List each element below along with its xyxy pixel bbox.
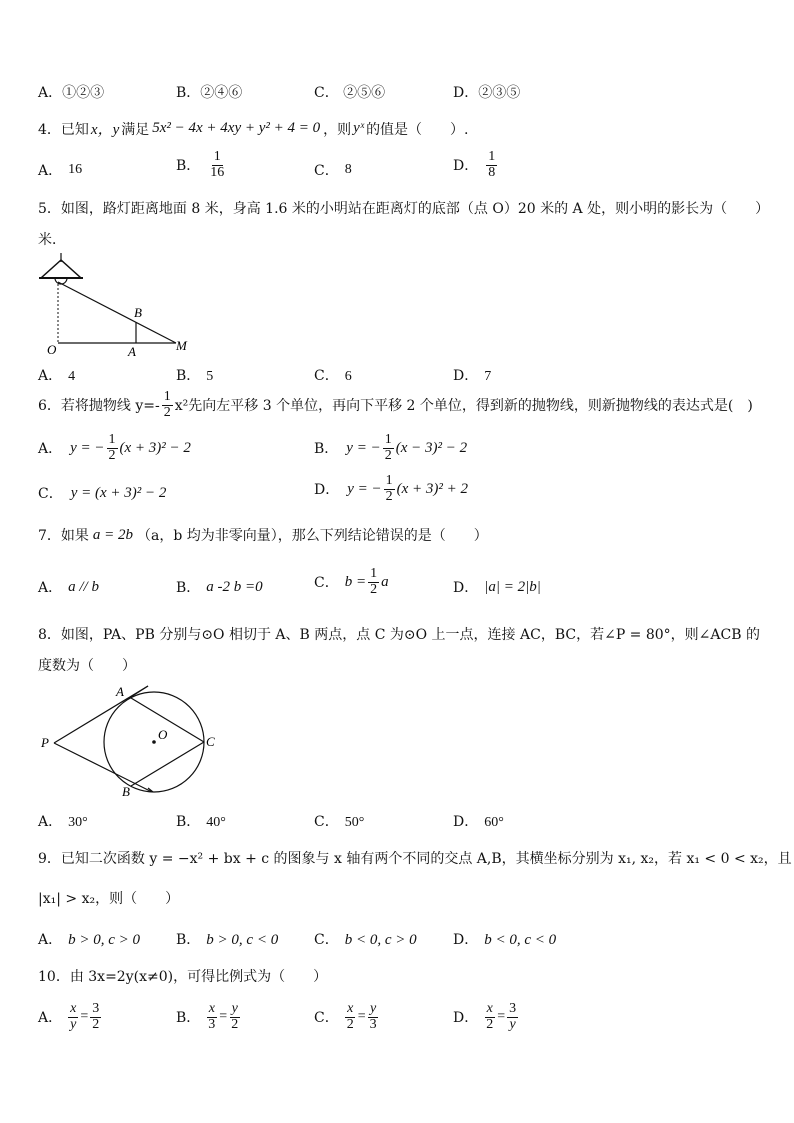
q3-option-a: A．①②③ — [38, 85, 105, 101]
q9-stem-line2: |x₁| > x₂，则（ ） — [38, 891, 180, 907]
q3-option-d: D．②③⑤ — [453, 85, 521, 101]
q9-stem-line1: 9．已知二次函数 y = −x² + bx + c 的图象与 x 轴有两个不同的交点 A,B，其横坐标分别为 x₁, x₂，若 x₁ < 0 < x₂，且 — [38, 851, 792, 867]
q10-option-c: C． $\frac{x}{2}$ = $\frac{y}{3}$ — [314, 1001, 377, 1032]
q7-option-c: C． b = $\frac{1}{2}$ a — [314, 566, 389, 597]
q8-stem-line2: 度数为（ ） — [38, 658, 136, 674]
q10-stem: 10．由 3x=2y(x≠0)，可得比例式为（ ） — [38, 969, 328, 985]
label-M: M — [176, 338, 187, 353]
lamp-shade — [41, 260, 81, 278]
q7-option-b: B． a -2 b =0 — [176, 578, 263, 596]
q8-option-a: A． 30° — [38, 814, 88, 830]
q5-option-d: D． 7 — [453, 368, 492, 384]
q8-circle-figure — [36, 680, 226, 805]
label-O: O — [158, 727, 168, 742]
q3-option-b: B．②④⑥ — [176, 85, 243, 101]
q4-stem: 4． 已知 x，y 满足 5x² − 4x + 4xy + y² + 4 = 0 ，则 yˣ 的值是（ ）. — [38, 120, 469, 138]
label-B: B — [122, 784, 130, 799]
q5-streetlight-figure — [36, 250, 206, 360]
q3-option-c: C． ②⑤⑥ — [314, 85, 386, 101]
q5-option-c: C． 6 — [314, 368, 352, 384]
q4-option-d: D． $\frac{1}{8}$ — [453, 149, 496, 180]
q8-option-c: C． 50° — [314, 814, 365, 830]
q6-option-c: C． y = (x + 3)² − 2 — [38, 484, 167, 502]
chord-ac — [131, 698, 204, 742]
q5-stem-line1: 5．如图，路灯距离地面 8 米，身高 1.6 米的小明站在距离灯的底部（点 O）20 米的 A 处，则小明的影长为（ ） — [38, 201, 770, 217]
q5-stem-line2: 米． — [38, 232, 66, 248]
q7-option-a: A． a // b — [38, 578, 99, 596]
q6-stem: 6． 若将抛物线 y=- $\frac{1}{2}$ x²先向左平移 3 个单位，再向下平移 2 个单位，得到新的抛物线，则新抛物线的表达式是( ) — [38, 389, 753, 420]
q4-option-b: B． $\frac{1}{16}$ — [176, 149, 225, 180]
q9-option-c: C． b < 0, c > 0 — [314, 932, 417, 948]
label-B: B — [134, 305, 142, 320]
q9-option-b: B． b > 0, c < 0 — [176, 932, 279, 948]
q7-option-d: D． |a| = 2|b| — [453, 578, 541, 596]
q10-option-b: B． $\frac{x}{3}$ = $\frac{y}{2}$ — [176, 1001, 239, 1032]
q5-option-a: A． 4 — [38, 368, 76, 384]
q8-stem-line1: 8．如图，PA、PB 分别与⊙O 相切于 A、B 两点，点 C 为⊙O 上一点，连接 AC，BC，若∠P = 80°，则∠ACB 的 — [38, 627, 760, 643]
q5-option-b: B． 5 — [176, 368, 214, 384]
q8-option-d: D． 60° — [453, 814, 504, 830]
q9-option-d: D． b < 0, c < 0 — [453, 932, 557, 948]
label-A: A — [116, 684, 124, 699]
q6-option-a: A． y = − $\frac{1}{2}$ (x + 3)² − 2 — [38, 432, 191, 463]
q9-option-a: A． b > 0, c > 0 — [38, 932, 141, 948]
q10-option-a: A． $\frac{x}{y}$ = $\frac{3}{2}$ — [38, 1001, 100, 1032]
q10-option-d: D． $\frac{x}{2}$ = $\frac{3}{y}$ — [453, 1001, 517, 1032]
label-O: O — [47, 342, 57, 357]
q6-option-b: B． y = − $\frac{1}{2}$ (x − 3)² − 2 — [314, 432, 468, 463]
label-C: C — [206, 734, 215, 749]
center-o-dot — [152, 740, 156, 744]
q4-option-c: C． 8 — [314, 162, 352, 179]
tangent-pb — [54, 743, 152, 792]
label-A: A — [128, 344, 136, 359]
q7-stem: 7． 如果 a = 2b （a，b 均为非零向量），那么下列结论错误的是（ ） — [38, 526, 488, 544]
chord-bc — [131, 742, 204, 786]
label-P: P — [41, 735, 49, 750]
q8-option-b: B． 40° — [176, 814, 226, 830]
q6-option-d: D． y = − $\frac{1}{2}$ (x + 3)² + 2 — [314, 473, 469, 504]
light-ray — [58, 282, 176, 343]
q4-option-a: A． 16 — [38, 162, 83, 179]
